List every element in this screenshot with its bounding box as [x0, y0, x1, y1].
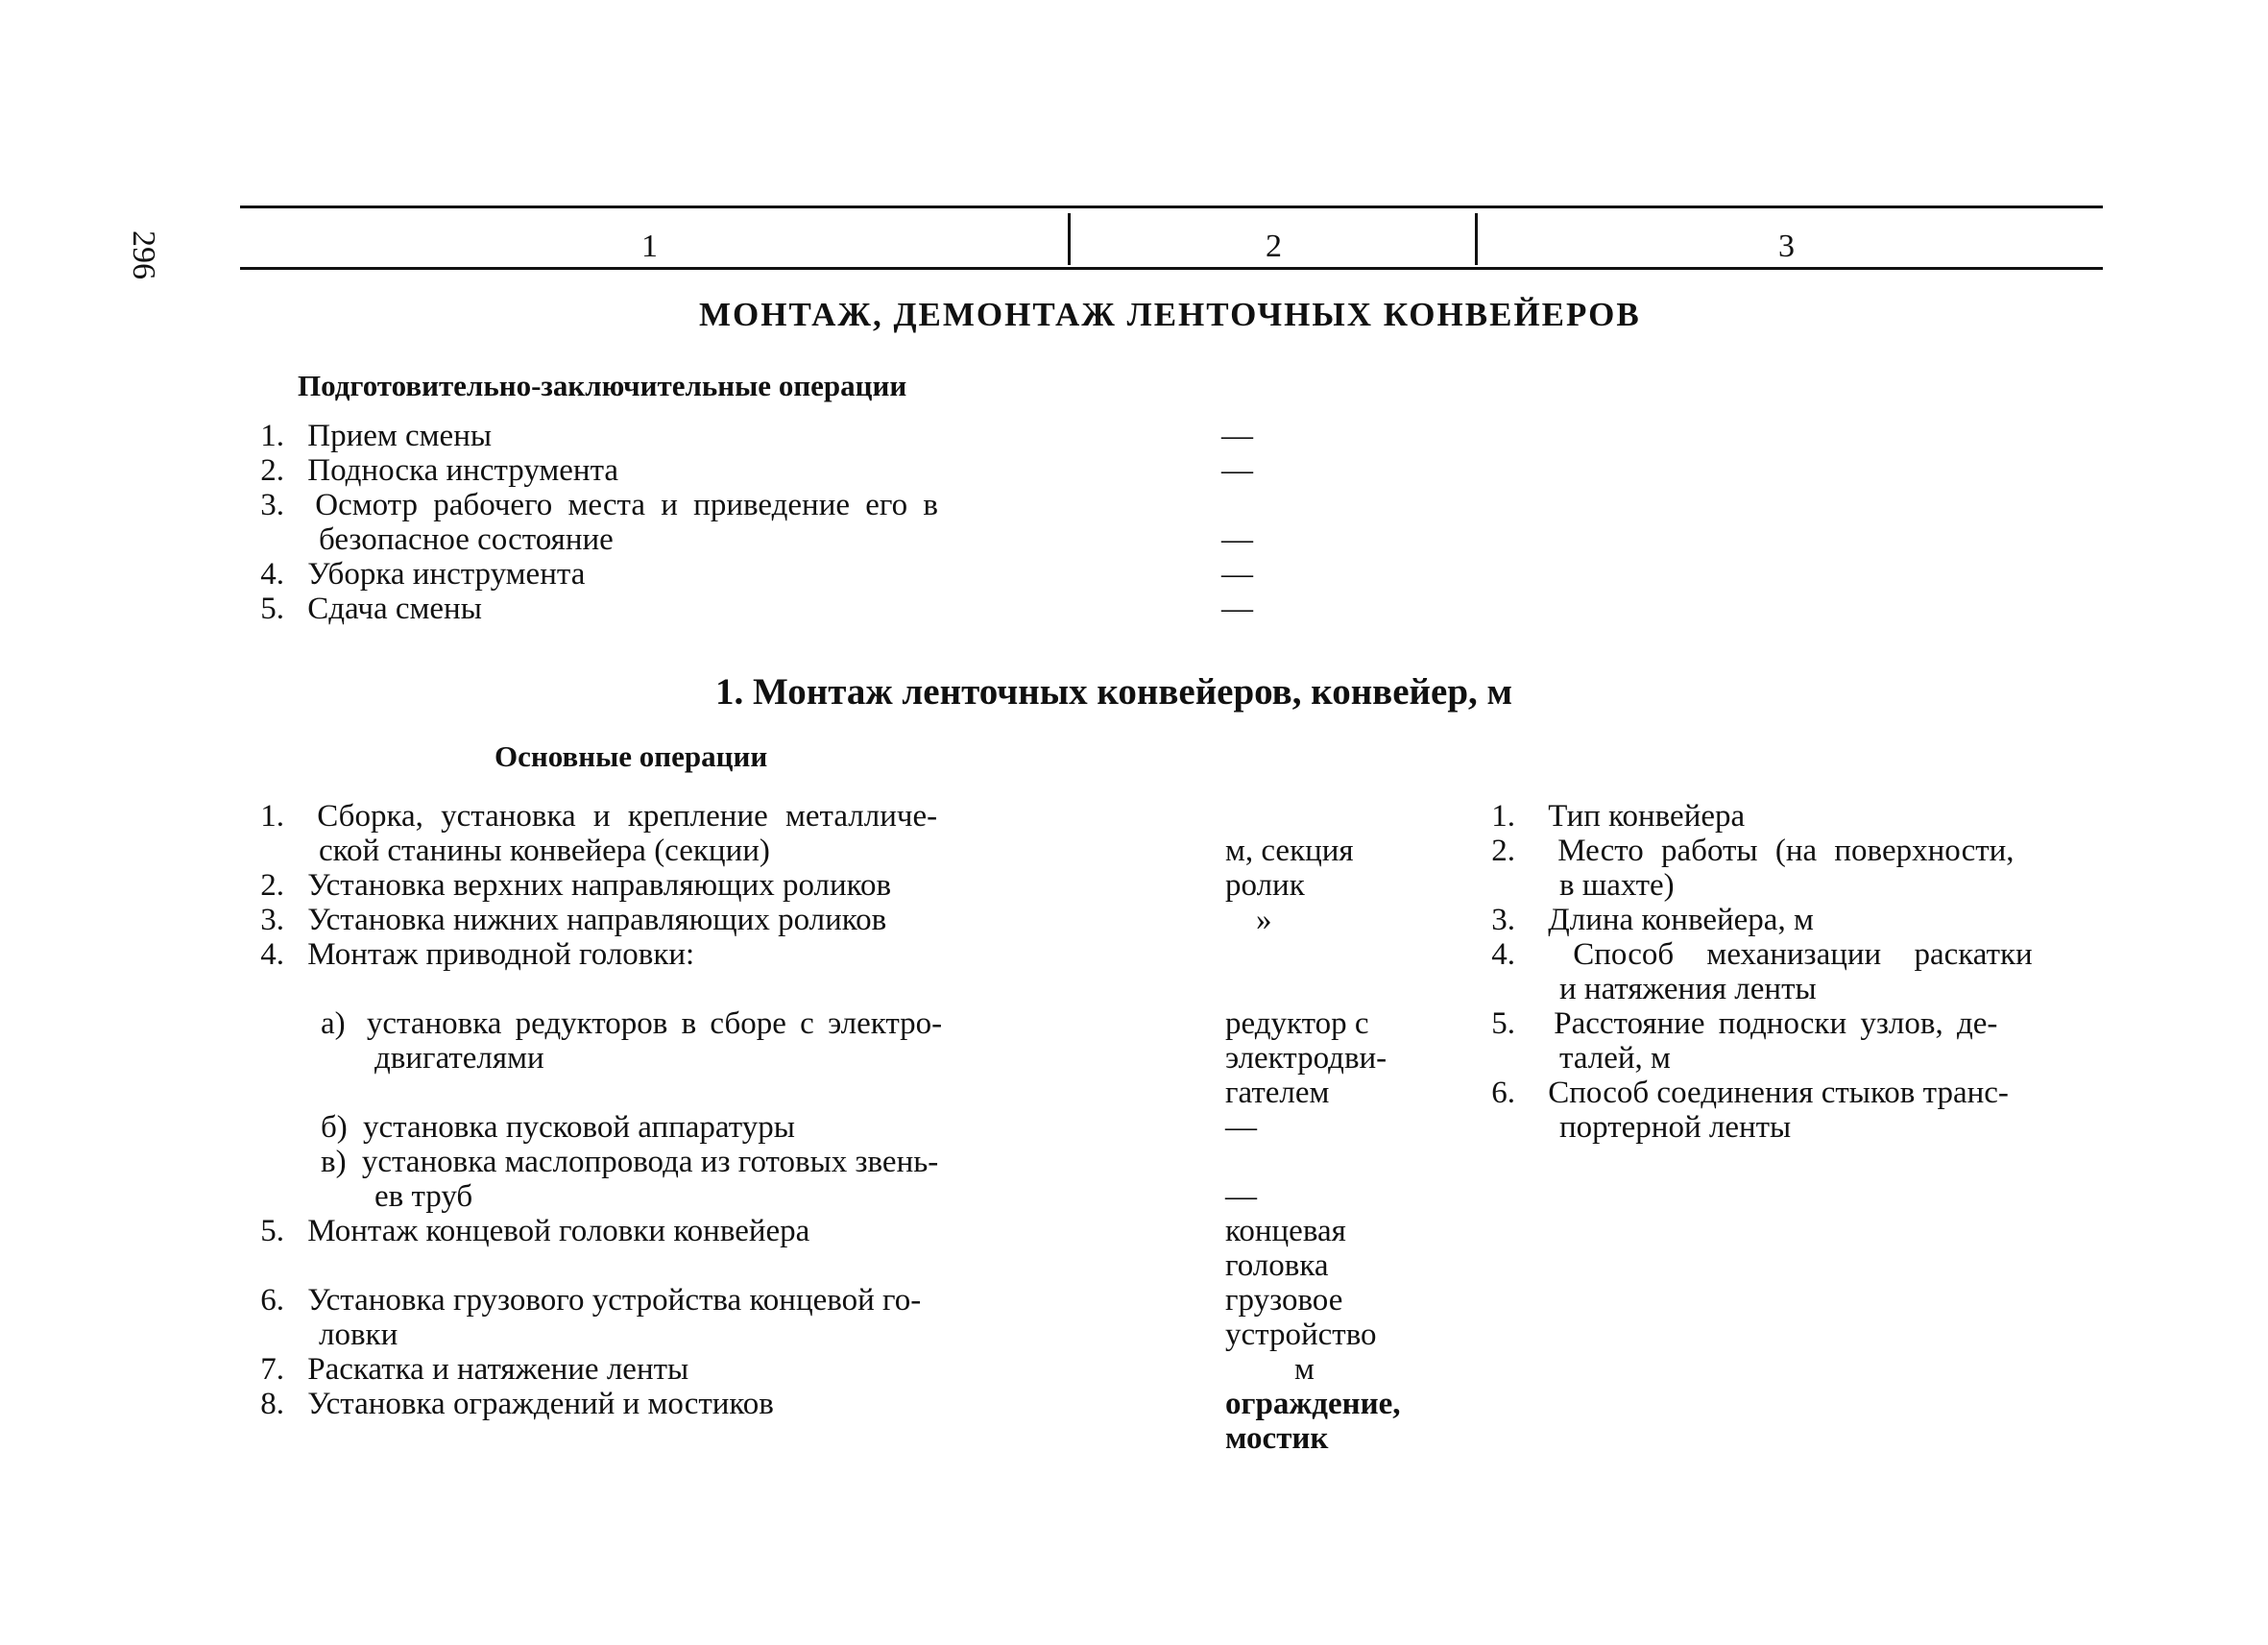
operation-continuation: двигателями — [374, 1041, 544, 1076]
factor-item — [1479, 1076, 2009, 1110]
operation-number: 1. — [260, 799, 284, 834]
operation-number: 6. — [260, 1283, 284, 1318]
prep-item-continuation: безопасное состояние — [319, 522, 614, 557]
unit-text: грузовое — [1225, 1283, 1343, 1318]
operation-item — [248, 868, 891, 903]
factor-number: 1. — [1491, 799, 1515, 834]
prep-item-number: 5. — [260, 592, 284, 626]
unit-dash: — — [1225, 1179, 1257, 1214]
operation-item — [248, 1387, 774, 1421]
prep-item — [248, 419, 492, 453]
operation-continuation: ловки — [319, 1318, 398, 1352]
prep-heading: Подготовительно-заключительные операции — [298, 369, 907, 402]
operation-subitem-text: установка редукторов в сборе с электро- — [366, 1006, 943, 1041]
operation-continuation: ев труб — [374, 1179, 473, 1214]
prep-item-number: 2. — [260, 453, 284, 488]
unit-text: концевая — [1225, 1214, 1346, 1248]
factor-item — [1479, 903, 1814, 937]
operation-item — [248, 1352, 688, 1387]
unit-text: редуктор с — [1225, 1006, 1369, 1041]
page-title: МОНТАЖ, ДЕМОНТАЖ ЛЕНТОЧНЫХ КОНВЕЙЕРОВ — [699, 296, 1641, 333]
prep-unit-dash: — — [1221, 522, 1253, 557]
operation-item — [248, 903, 886, 937]
prep-item — [248, 488, 938, 522]
unit-text: ролик — [1225, 868, 1305, 903]
header-divider-1 — [1068, 213, 1071, 265]
column-number-3: 3 — [1778, 229, 1795, 264]
factor-continuation: портерной ленты — [1559, 1110, 1792, 1145]
factor-continuation: талей, м — [1559, 1041, 1671, 1076]
factor-text: Длина конвейера, м — [1548, 903, 1814, 937]
unit-dash: — — [1225, 1110, 1257, 1145]
operation-item — [248, 1214, 809, 1248]
operation-subitem-text: установка пусковой аппаратуры — [363, 1110, 795, 1145]
factor-number: 3. — [1491, 903, 1515, 937]
operation-subitem-letter: а) — [321, 1006, 346, 1041]
factor-continuation: и натяжения ленты — [1559, 972, 1817, 1006]
operation-number: 5. — [260, 1214, 284, 1248]
prep-item-text: Уборка инструмента — [307, 557, 586, 592]
unit-text: головка — [1225, 1248, 1329, 1283]
operation-number: 3. — [260, 903, 284, 937]
operation-subitem-text: установка маслопровода из готовых звень- — [361, 1145, 939, 1179]
unit-text: ограждение, — [1225, 1387, 1401, 1421]
column-number-2: 2 — [1266, 229, 1282, 264]
unit-text: м, секция — [1225, 834, 1354, 868]
unit-ditto: » — [1256, 903, 1272, 937]
operation-text: Раскатка и натяжение ленты — [307, 1352, 689, 1387]
header-top-rule — [240, 206, 2103, 208]
factor-item — [1479, 834, 2015, 868]
factor-number: 2. — [1491, 834, 1515, 868]
prep-item — [248, 453, 618, 488]
page-number: 296 — [126, 230, 161, 279]
operation-text: Установка ограждений и мостиков — [307, 1387, 774, 1421]
factor-item — [1479, 937, 2033, 972]
operation-item — [248, 1283, 921, 1318]
factor-number: 5. — [1491, 1006, 1515, 1041]
unit-text: мостик — [1225, 1421, 1329, 1456]
unit-text: гателем — [1225, 1076, 1330, 1110]
factor-number: 4. — [1491, 937, 1515, 972]
operation-text: Установка грузового устройства концевой го- — [307, 1283, 922, 1318]
factor-text: Тип конвейера — [1548, 799, 1746, 834]
operation-continuation: ской станины конвейера (секции) — [319, 834, 770, 868]
prep-item-number: 4. — [260, 557, 284, 592]
factor-text: Способ соединения стыков транс- — [1548, 1076, 2009, 1110]
operation-subitem — [321, 1110, 795, 1145]
operation-number: 4. — [260, 937, 284, 972]
operation-item — [248, 799, 937, 834]
operation-text: Монтаж приводной головки: — [307, 937, 695, 972]
operation-subitem-letter: в) — [321, 1145, 347, 1179]
operation-number: 8. — [260, 1387, 284, 1421]
operation-text: Сборка, установка и крепление металличе- — [317, 799, 938, 834]
prep-item-text: Сдача смены — [307, 592, 482, 626]
unit-text: устройство — [1225, 1318, 1377, 1352]
unit-text: электродви- — [1225, 1041, 1387, 1076]
factor-text: Расстояние подноски узлов, де- — [1554, 1006, 1998, 1041]
operation-number: 7. — [260, 1352, 284, 1387]
column-number-1: 1 — [641, 229, 658, 264]
factor-item — [1479, 1006, 1997, 1041]
factor-continuation: в шахте) — [1559, 868, 1675, 903]
factor-number: 6. — [1491, 1076, 1515, 1110]
unit-text: м — [1294, 1352, 1315, 1387]
factor-text: Способ механизации раскатки — [1573, 937, 2033, 972]
prep-item — [248, 592, 482, 626]
header-bottom-rule — [240, 267, 2103, 270]
prep-unit-dash: — — [1221, 592, 1253, 626]
header-divider-2 — [1475, 213, 1478, 265]
factor-text: Место работы (на поверхности, — [1557, 834, 2015, 868]
operation-subitem — [321, 1145, 938, 1179]
prep-item-number: 3. — [260, 488, 284, 522]
prep-item — [248, 557, 585, 592]
operation-text: Установка нижних направляющих роликов — [307, 903, 887, 937]
prep-item-text: Осмотр рабочего места и приведение его в — [315, 488, 938, 522]
section-subheading: Основные операции — [495, 739, 768, 773]
prep-item-number: 1. — [260, 419, 284, 453]
operation-item — [248, 937, 694, 972]
operation-number: 2. — [260, 868, 284, 903]
operation-subitem-letter: б) — [321, 1110, 348, 1145]
factor-item — [1479, 799, 1745, 834]
prep-unit-dash: — — [1221, 419, 1253, 453]
operation-subitem — [321, 1006, 942, 1041]
operation-text: Монтаж концевой головки конвейера — [307, 1214, 810, 1248]
prep-item-text: Подноска инструмента — [307, 453, 619, 488]
section-title: 1. Монтаж ленточных конвейеров, конвейер, м — [715, 671, 1513, 713]
prep-item-text: Прием смены — [307, 419, 493, 453]
operation-text: Установка верхних направляющих роликов — [307, 868, 892, 903]
prep-unit-dash: — — [1221, 557, 1253, 592]
prep-unit-dash: — — [1221, 453, 1253, 488]
